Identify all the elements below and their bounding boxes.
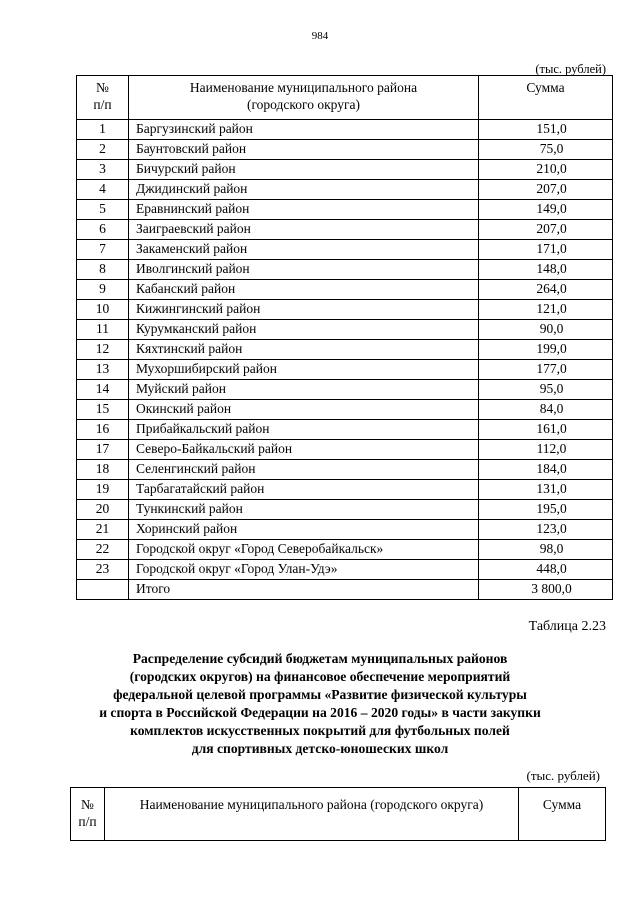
table-row — [77, 200, 613, 220]
row-sum: 210,0 — [479, 160, 613, 180]
row-name: Джидинский район — [129, 180, 479, 200]
row-sum: 448,0 — [479, 560, 613, 580]
header-name: Наименование муниципального района (городского округа) — [105, 788, 519, 841]
row-sum: 3 800,0 — [479, 580, 613, 600]
table-row — [77, 580, 613, 600]
row-number: 7 — [77, 240, 129, 260]
row-name: Тарбагатайский район — [129, 480, 479, 500]
row-sum: 264,0 — [479, 280, 613, 300]
header-sum: Сумма — [519, 788, 606, 841]
row-sum: 123,0 — [479, 520, 613, 540]
row-number: 1 — [77, 120, 129, 140]
row-number: 21 — [77, 520, 129, 540]
table-row — [77, 340, 613, 360]
row-number: 4 — [77, 180, 129, 200]
row-name: Прибайкальский район — [129, 420, 479, 440]
row-number: 13 — [77, 360, 129, 380]
row-sum: 161,0 — [479, 420, 613, 440]
title-line: комплектов искусственных покрытий для футбольных полей — [130, 723, 510, 738]
row-number: 20 — [77, 500, 129, 520]
row-number: 6 — [77, 220, 129, 240]
row-number: 3 — [77, 160, 129, 180]
row-name: Иволгинский район — [129, 260, 479, 280]
row-name: Баргузинский район — [129, 120, 479, 140]
subsidy-table-2 — [70, 787, 606, 841]
header-num: № п/п — [77, 76, 129, 120]
unit-label-top: (тыс. рублей) — [535, 62, 606, 76]
row-name: Итого — [129, 580, 479, 600]
row-name: Баунтовский район — [129, 140, 479, 160]
row-name: Заиграевский район — [129, 220, 479, 240]
row-number: 5 — [77, 200, 129, 220]
row-name: Муйский район — [129, 380, 479, 400]
row-name: Селенгинский район — [129, 460, 479, 480]
row-sum: 84,0 — [479, 400, 613, 420]
row-number: 23 — [77, 560, 129, 580]
table-row — [77, 400, 613, 420]
table-row — [77, 560, 613, 580]
table-row — [77, 480, 613, 500]
row-number: 10 — [77, 300, 129, 320]
row-sum: 75,0 — [479, 140, 613, 160]
unit-label-bottom: (тыс. рублей) — [526, 768, 600, 783]
row-sum: 98,0 — [479, 540, 613, 560]
table-row — [77, 320, 613, 340]
row-sum: 112,0 — [479, 440, 613, 460]
row-sum: 199,0 — [479, 340, 613, 360]
row-number: 2 — [77, 140, 129, 160]
row-number: 11 — [77, 320, 129, 340]
row-name: Окинский район — [129, 400, 479, 420]
row-sum: 90,0 — [479, 320, 613, 340]
row-number: 8 — [77, 260, 129, 280]
row-sum: 177,0 — [479, 360, 613, 380]
row-sum: 195,0 — [479, 500, 613, 520]
row-number: 22 — [77, 540, 129, 560]
table-row — [77, 300, 613, 320]
table-row — [77, 120, 613, 140]
title-line: Распределение субсидий бюджетам муниципальных районов — [132, 651, 508, 666]
table-row — [77, 520, 613, 540]
table-row — [77, 420, 613, 440]
table-row — [77, 180, 613, 200]
title-line: (городских округов) на финансовое обеспечение мероприятий — [129, 669, 511, 684]
header-name: Наименование муниципального района (городского округа) — [129, 76, 479, 120]
table-title — [60, 650, 580, 758]
row-sum: 184,0 — [479, 460, 613, 480]
row-number — [77, 580, 129, 600]
row-name: Бичурский район — [129, 160, 479, 180]
row-number: 16 — [77, 420, 129, 440]
title-line: федеральной целевой программы «Развитие физической культуры — [113, 687, 527, 702]
row-name: Северо-Байкальский район — [129, 440, 479, 460]
row-sum: 148,0 — [479, 260, 613, 280]
row-sum: 151,0 — [479, 120, 613, 140]
title-line: и спорта в Российской Федерации на 2016 – 2020 годы» в части закупки — [99, 705, 541, 720]
table-header-row — [77, 76, 613, 120]
table-row — [77, 500, 613, 520]
table-row — [77, 380, 613, 400]
row-sum: 121,0 — [479, 300, 613, 320]
table-row — [77, 220, 613, 240]
table-row — [77, 540, 613, 560]
table-body — [77, 120, 613, 600]
header-num: № п/п — [71, 788, 105, 841]
table-header-row — [71, 788, 606, 841]
row-sum: 171,0 — [479, 240, 613, 260]
table-label: Таблица 2.23 — [528, 619, 606, 634]
table-row — [77, 240, 613, 260]
table-row — [77, 140, 613, 160]
table-row — [77, 280, 613, 300]
table-row — [77, 160, 613, 180]
title-line: для спортивных детско-юношеских школ — [191, 741, 449, 756]
row-sum: 149,0 — [479, 200, 613, 220]
row-name: Мухоршибирский район — [129, 360, 479, 380]
row-number: 17 — [77, 440, 129, 460]
header-sum: Сумма — [479, 76, 613, 120]
table-row — [77, 260, 613, 280]
table-row — [77, 460, 613, 480]
row-name: Закаменский район — [129, 240, 479, 260]
row-number: 19 — [77, 480, 129, 500]
row-number: 12 — [77, 340, 129, 360]
row-number: 15 — [77, 400, 129, 420]
table-row — [77, 360, 613, 380]
row-name: Кабанский район — [129, 280, 479, 300]
row-number: 14 — [77, 380, 129, 400]
row-number: 18 — [77, 460, 129, 480]
row-name: Городской округ «Город Улан-Удэ» — [129, 560, 479, 580]
row-name: Курумканский район — [129, 320, 479, 340]
row-name: Городской округ «Город Северобайкальск» — [129, 540, 479, 560]
row-name: Тункинский район — [129, 500, 479, 520]
table-row — [77, 440, 613, 460]
row-name: Кяхтинский район — [129, 340, 479, 360]
row-sum: 95,0 — [479, 380, 613, 400]
row-number: 9 — [77, 280, 129, 300]
row-sum: 207,0 — [479, 180, 613, 200]
row-sum: 131,0 — [479, 480, 613, 500]
subsidy-table-1 — [76, 75, 613, 600]
row-name: Еравнинский район — [129, 200, 479, 220]
row-sum: 207,0 — [479, 220, 613, 240]
row-name: Кижингинский район — [129, 300, 479, 320]
page-number: 984 — [311, 30, 329, 42]
row-name: Хоринский район — [129, 520, 479, 540]
